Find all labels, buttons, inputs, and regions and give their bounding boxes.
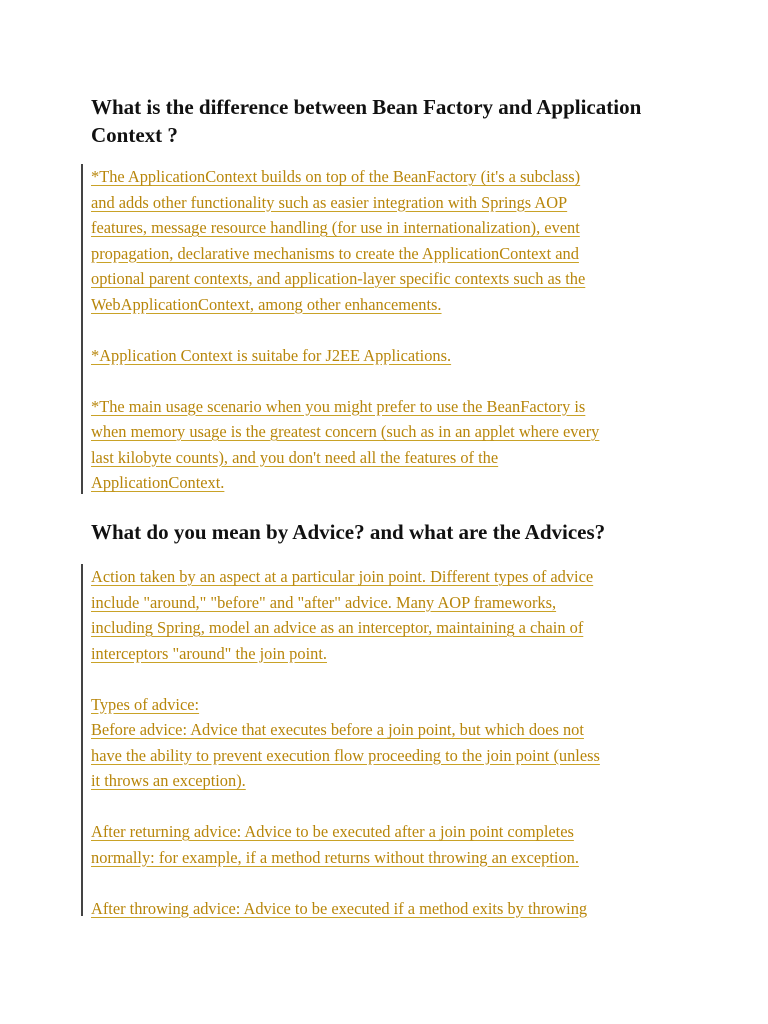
answer-paragraph[interactable]: Types of advice: Before advice: Advice that executes before a join point, but which does not have the ability to prevent execution flow proceeding to the join point (unless it throws an exception). — [91, 694, 600, 790]
answer-paragraph[interactable]: *Application Context is suitabe for J2EE Applications. — [91, 345, 452, 365]
answer-paragraph[interactable]: *The main usage scenario when you might prefer to use the BeanFactory is when memory usage is the greatest concern (such as in an applet where every last kilobyte counts), and you don't need all the features of the ApplicationContext. — [91, 396, 600, 492]
question-heading-advice: What do you mean by Advice? and what are the Advices? — [91, 520, 606, 544]
answer-paragraph[interactable]: After throwing advice: Advice to be executed if a method exits by throwing — [91, 898, 588, 918]
answer-block-bean-factory — [81, 164, 691, 494]
answer-paragraph[interactable]: *The ApplicationContext builds on top of the BeanFactory (it's a subclass) and adds other functionality such as easier integration with Springs AOP features, message resource handling (for use in internationalization), event propagation, declarative mechanisms to create the ApplicationContext and optional parent contexts, and application-layer specific contexts such as the WebApplicationContext, among other enhancements. — [91, 167, 586, 314]
answer-paragraph[interactable]: Action taken by an aspect at a particular join point. Different types of advice include "around," "before" and "after" advice. Many AOP frameworks, including Spring, model an advice as an interceptor, maintaining a chain of interceptors "around" the join point. — [91, 567, 594, 663]
answer-block-advice — [81, 564, 691, 916]
question-heading-bean-factory: What is the difference between Bean Factory and Application Context ? — [91, 95, 642, 147]
answer-paragraph[interactable]: After returning advice: Advice to be executed after a join point completes normally: for example, if a method returns without throwing an exception. — [91, 822, 579, 867]
